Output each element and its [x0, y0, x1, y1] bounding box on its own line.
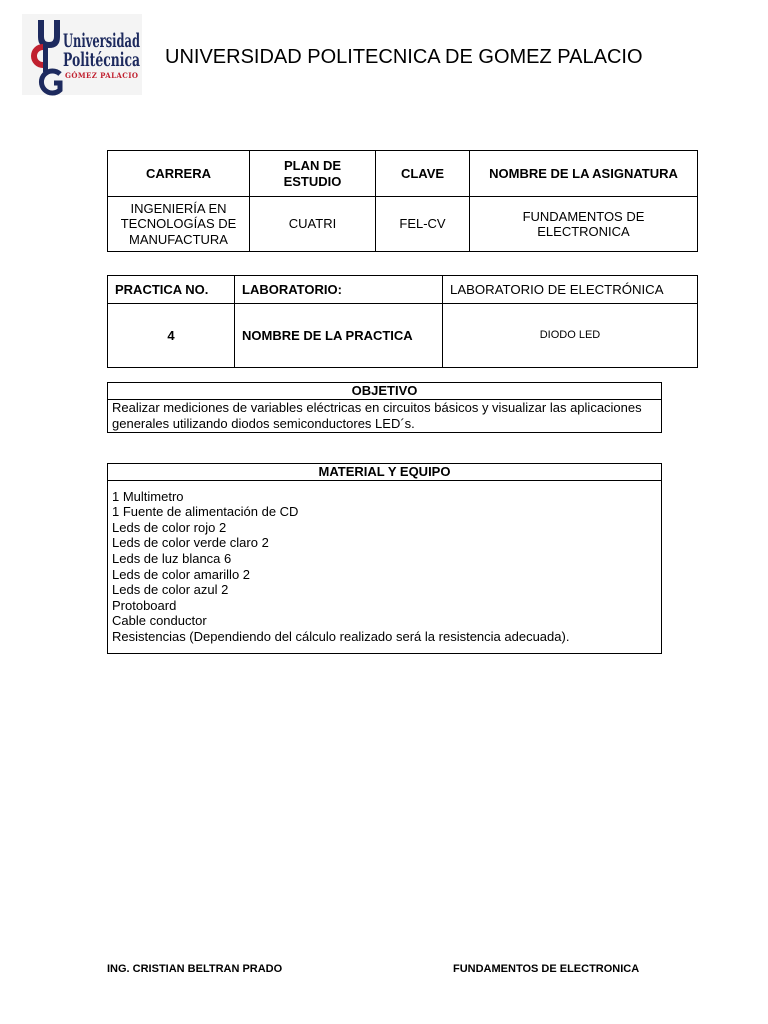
- code-value: [376, 197, 470, 252]
- objective-title: OBJETIVO: [108, 383, 662, 400]
- materials-list: [108, 480, 662, 653]
- list-item: Protoboard: [112, 597, 177, 613]
- objective-text: [108, 399, 662, 432]
- laboratory-value: [443, 276, 698, 304]
- objective-line: generales utilizando diodos semiconductores LED´s.: [112, 415, 415, 431]
- list-item: 1 Multimetro: [112, 488, 184, 504]
- code-header: [376, 151, 470, 197]
- practice-info-table: [107, 275, 698, 368]
- laboratory-label: LABORATORIO:: [235, 276, 443, 304]
- course-info-table: [107, 150, 698, 252]
- practice-name-value: DIODO LED: [443, 304, 698, 368]
- materials-title: MATERIAL Y EQUIPO: [108, 464, 662, 481]
- materials-table: [107, 463, 662, 654]
- logo-text-line1: Universidad: [63, 30, 140, 52]
- study-plan-header: [250, 151, 376, 197]
- practice-name-label: NOMBRE DE LA PRACTICA: [235, 304, 443, 368]
- list-item: Resistencias (Dependiendo del cálculo realizado será la resistencia adecuada).: [112, 628, 570, 644]
- course-header-row: [108, 151, 698, 197]
- code-value-text: FEL-CV: [399, 216, 446, 232]
- objective-line: Realizar mediciones de variables eléctricas en circuitos básicos y visualizar las aplicaciones: [112, 400, 642, 415]
- university-logo: [22, 14, 142, 95]
- course-value-row: [108, 197, 698, 252]
- study-plan-header-label: PLAN DE ESTUDIO: [283, 158, 342, 189]
- objective-header-row: [108, 383, 662, 400]
- practice-no-value: 4: [108, 304, 235, 368]
- laboratory-value-text: LABORATORIO DE ELECTRÓNICA: [450, 281, 664, 297]
- list-item: Leds de color azul 2: [112, 582, 229, 598]
- logo-text-line3: GÓMEZ PALACIO: [65, 71, 138, 80]
- list-item: Leds de color amarillo 2: [112, 566, 251, 582]
- logo-text-line2: Politécnica: [63, 49, 140, 71]
- objective-body-row: [108, 399, 662, 432]
- subject-name-header: [470, 151, 698, 197]
- career-header-label: CARRERA: [146, 165, 211, 181]
- materials-header-row: [108, 464, 662, 481]
- career-value-text: INGENIERÍA EN TECNOLOGÍAS DE MANUFACTURA: [120, 200, 237, 247]
- list-item: Leds de color rojo 2: [112, 519, 227, 535]
- footer-author: ING. CRISTIAN BELTRAN PRADO: [107, 963, 283, 975]
- page-title: UNIVERSIDAD POLITECNICA DE GOMEZ PALACIO: [165, 46, 643, 68]
- objective-table: [107, 382, 662, 433]
- list-item: Leds de color verde claro 2: [112, 535, 269, 551]
- emblem-stem: [43, 46, 48, 72]
- materials-body-row: [108, 480, 662, 653]
- study-plan-value: [250, 197, 376, 252]
- footer-course: FUNDAMENTOS DE ELECTRONICA: [453, 963, 640, 975]
- study-plan-value-text: CUATRI: [288, 216, 337, 232]
- subject-name-value-text: FUNDAMENTOS DE ELECTRONICA: [522, 208, 645, 239]
- list-item: 1 Fuente de alimentación de CD: [112, 504, 299, 520]
- list-item: Cable conductor: [112, 613, 207, 629]
- practice-no-label: PRACTICA NO.: [108, 276, 235, 304]
- code-header-label: CLAVE: [400, 165, 445, 181]
- practice-row-2: [108, 304, 698, 368]
- subject-name-value: [470, 197, 698, 252]
- career-value: [108, 197, 250, 252]
- list-item: Leds de luz blanca 6: [112, 550, 232, 566]
- subject-name-header-label: NOMBRE DE LA ASIGNATURA: [489, 165, 678, 181]
- practice-row-1: [108, 276, 698, 304]
- career-header: [108, 151, 250, 197]
